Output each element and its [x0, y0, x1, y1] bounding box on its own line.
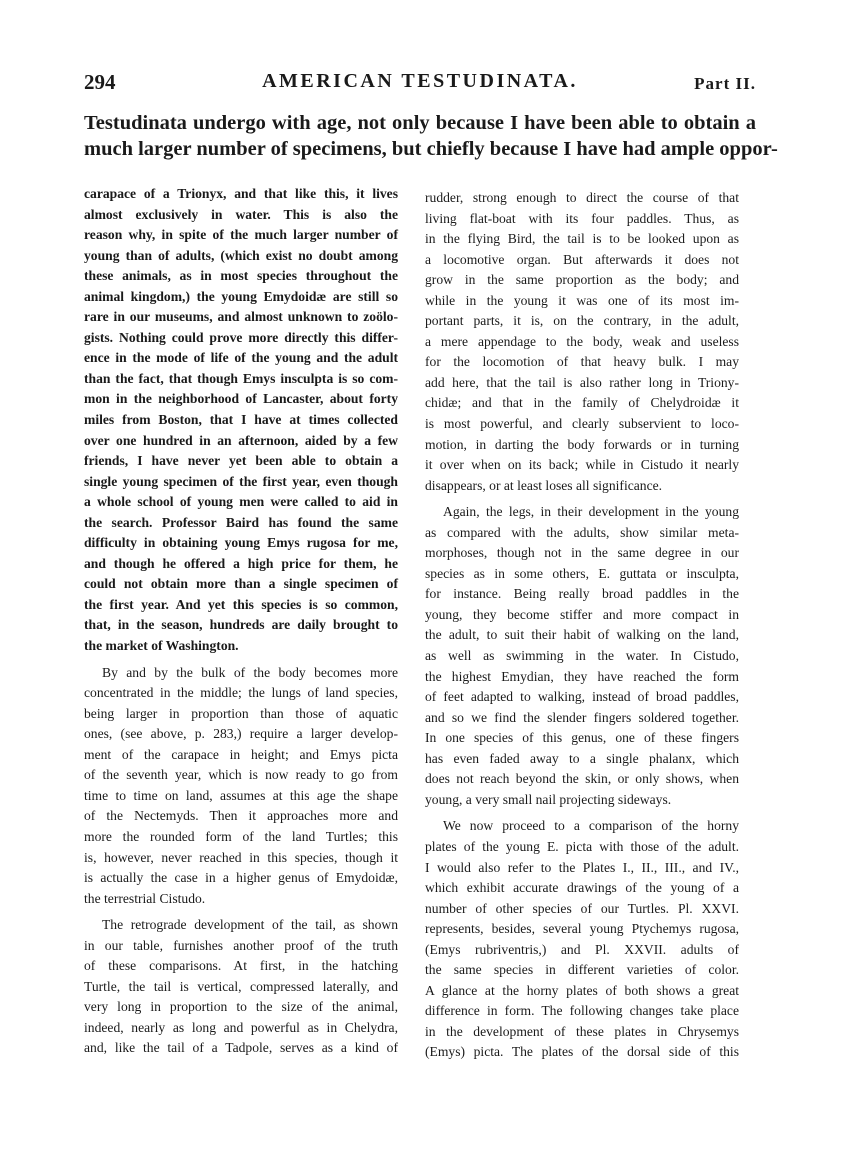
text-line: ment of the carapace in height; and Emys picta [84, 746, 398, 762]
text-line: difficulty in obtaining young Emys rugosa for me, [84, 535, 398, 551]
text-line: The retrograde development of the tail, as shown [102, 917, 398, 933]
text-line: these animals, as in most species throughout the [84, 268, 398, 284]
text-line: the adult, to suit their habit of walking on the land, [425, 627, 739, 643]
text-line: reason why, in spite of the much larger number of [84, 227, 398, 243]
text-line: that, in the season, hundreds are daily brought to [84, 617, 398, 633]
page-number: 294 [84, 70, 116, 94]
text-line: while in the young it was one of its most im- [425, 292, 739, 308]
text-line: than the fact, that though Emys insculpta is so com- [84, 370, 398, 386]
text-line: the search. Professor Baird has found the same [84, 514, 398, 530]
text-line: I would also refer to the Plates I., II., III., and IV., [425, 859, 739, 875]
text-line: the same species in different varieties of color. [425, 962, 739, 978]
text-line: the highest Emydian, they have reached the form [425, 668, 739, 684]
text-line: disappears, or at least loses all significance. [425, 477, 663, 493]
text-line: in our table, furnishes another proof of the truth [84, 937, 398, 953]
text-line: plates of the young E. picta with those of the adult. [425, 838, 739, 854]
text-line: it over when on its back; while in Cistudo it nearly [425, 457, 739, 473]
text-line: more the rounded form of the land Turtles; this [84, 828, 398, 844]
text-line: a locomotive organ. But afterwards it does not [425, 251, 739, 267]
text-line: A glance at the horny plates of both shows a great [425, 982, 739, 998]
text-line: a mere appendage to the body, weak and useless [425, 333, 739, 349]
text-line: add here, that the tail is also rather long in Triony- [425, 374, 739, 390]
text-line: mon in the neighborhood of Lancaster, about forty [84, 391, 398, 407]
text-line: and so we find the slender fingers soldered together. [425, 709, 739, 725]
text-line: and though he offered a high price for them, he [84, 555, 398, 571]
text-line: over one hundred in an afternoon, aided by a few [84, 432, 398, 448]
text-line: difference in form. The following changes take place [425, 1003, 739, 1019]
left-column [84, 184, 398, 1059]
text-line: is, however, never reached in this species, though it [84, 849, 398, 865]
text-line: the first year. And yet this species is so common, [84, 596, 398, 612]
text-line: miles from Boston, that I have at times collected [84, 412, 398, 428]
text-line: Again, the legs, in their development in the young [443, 504, 739, 520]
text-line: young, they become stiffer and more compact in [425, 606, 739, 622]
text-line: concentrated in the middle; the lungs of land species, [84, 685, 398, 701]
lead-paragraph [84, 110, 778, 162]
text-line: and, like the tail of a Tadpole, serves as a kind of [84, 1040, 398, 1056]
text-line: as well as swimming in the water. In Cistudo, [425, 648, 739, 664]
text-line: young than of adults, (which exist no doubt among [84, 247, 398, 263]
text-line: animal kingdom,) the young Emydoidæ are still so [84, 288, 398, 304]
text-line: young, a very small nail projecting sideways. [425, 791, 672, 807]
text-line: almost exclusively in water. This is also the [84, 206, 398, 222]
text-line: time to time on land, assumes at this age the shape [84, 787, 398, 803]
text-line: being larger in proportion than those of aquatic [84, 705, 398, 721]
text-line: By and by the bulk of the body becomes more [102, 664, 398, 680]
text-line: (Emys rubriventris,) and Pl. XXVII. adults of [425, 941, 739, 957]
text-line: (Emys) picta. The plates of the dorsal side of this [425, 1044, 739, 1060]
text-line: for instance. Being really broad paddles in the [425, 586, 739, 602]
text-line: represents, besides, several young Ptychemys rugosa, [425, 921, 739, 937]
text-line: In one species of this genus, one of these fingers [425, 730, 739, 746]
text-line: gists. Nothing could prove more directly this differ- [84, 329, 398, 345]
text-line: in the flying Bird, the tail is to be looked upon as [425, 231, 739, 247]
text-line: in the development of these plates in Chrysemys [425, 1023, 739, 1039]
text-line: species as in some others, E. guttata or insculpta, [425, 565, 739, 581]
running-title: AMERICAN TESTUDINATA. [262, 70, 578, 92]
lead-line: Testudinata undergo with age, not only because I have been able to obtain a [84, 112, 756, 134]
text-line: grow in the same proportion as the body; and [425, 272, 739, 288]
text-line: carapace of a Trionyx, and that like this, it lives [84, 186, 398, 201]
lead-line: much larger number of specimens, but chiefly because I have had ample oppor- [84, 138, 778, 160]
text-line: of the Nectemyds. Then it approaches more and [84, 808, 398, 824]
text-line: of feet adapted to walking, instead of broad paddles, [425, 689, 739, 705]
right-column [425, 188, 739, 1063]
text-line: rare in our museums, and almost unknown to zoölo- [84, 309, 398, 325]
text-line: does not reach beyond the skin, or only shows, when [425, 771, 739, 787]
text-line: portant parts, it is, on the contrary, in the adult, [425, 313, 739, 329]
text-line: single young specimen of the first year, even though [84, 473, 398, 489]
text-line: is actually the case in a higher genus of Emydoidæ, [84, 870, 398, 886]
text-line: rudder, strong enough to direct the course of that [425, 190, 739, 205]
text-line: motion, in darting the body forwards or in turning [425, 436, 739, 452]
text-line: the terrestrial Cistudo. [84, 890, 206, 906]
text-line: ence in the mode of life of the young and the adult [84, 350, 398, 366]
text-line: chidæ; and that in the family of Chelydroidæ it [425, 395, 739, 411]
text-line: the market of Washington. [84, 638, 239, 654]
text-line: is most powerful, and clearly subservient to loco- [425, 416, 739, 432]
text-line: We now proceed to a comparison of the horny [443, 818, 739, 834]
text-line: friends, I have never yet been able to obtain a [84, 453, 398, 469]
text-line: morphoses, though not in the same degree in our [425, 545, 739, 561]
text-line: ones, (see above, p. 283,) require a larger develop- [84, 726, 398, 742]
text-line: living flat-boat with its four paddles. Thus, as [425, 210, 739, 226]
text-line: has even faded away to a single phalanx, which [425, 750, 739, 766]
text-line: could not obtain more than a single specimen of [84, 576, 398, 592]
text-line: very long in proportion to the size of the animal, [84, 999, 398, 1015]
text-line: a whole school of young men were called to aid in [84, 494, 398, 510]
text-line: number of other species of our Turtles. Pl. XXVI. [425, 900, 739, 916]
text-line: as compared with the adults, show similar meta- [425, 524, 739, 540]
text-line: of the seventh year, which is now ready to go from [84, 767, 398, 783]
text-line: which exhibit accurate drawings of the young of a [425, 880, 739, 896]
text-line: of these comparisons. At first, in the hatching [84, 958, 398, 974]
part-label: Part II. [694, 74, 756, 93]
text-line: for the locomotion of that heavy bulk. I may [425, 354, 739, 370]
text-line: indeed, nearly as long and powerful as in Chelydra, [84, 1019, 398, 1035]
running-header [84, 70, 756, 98]
text-line: Turtle, the tail is vertical, compressed laterally, and [84, 978, 398, 994]
